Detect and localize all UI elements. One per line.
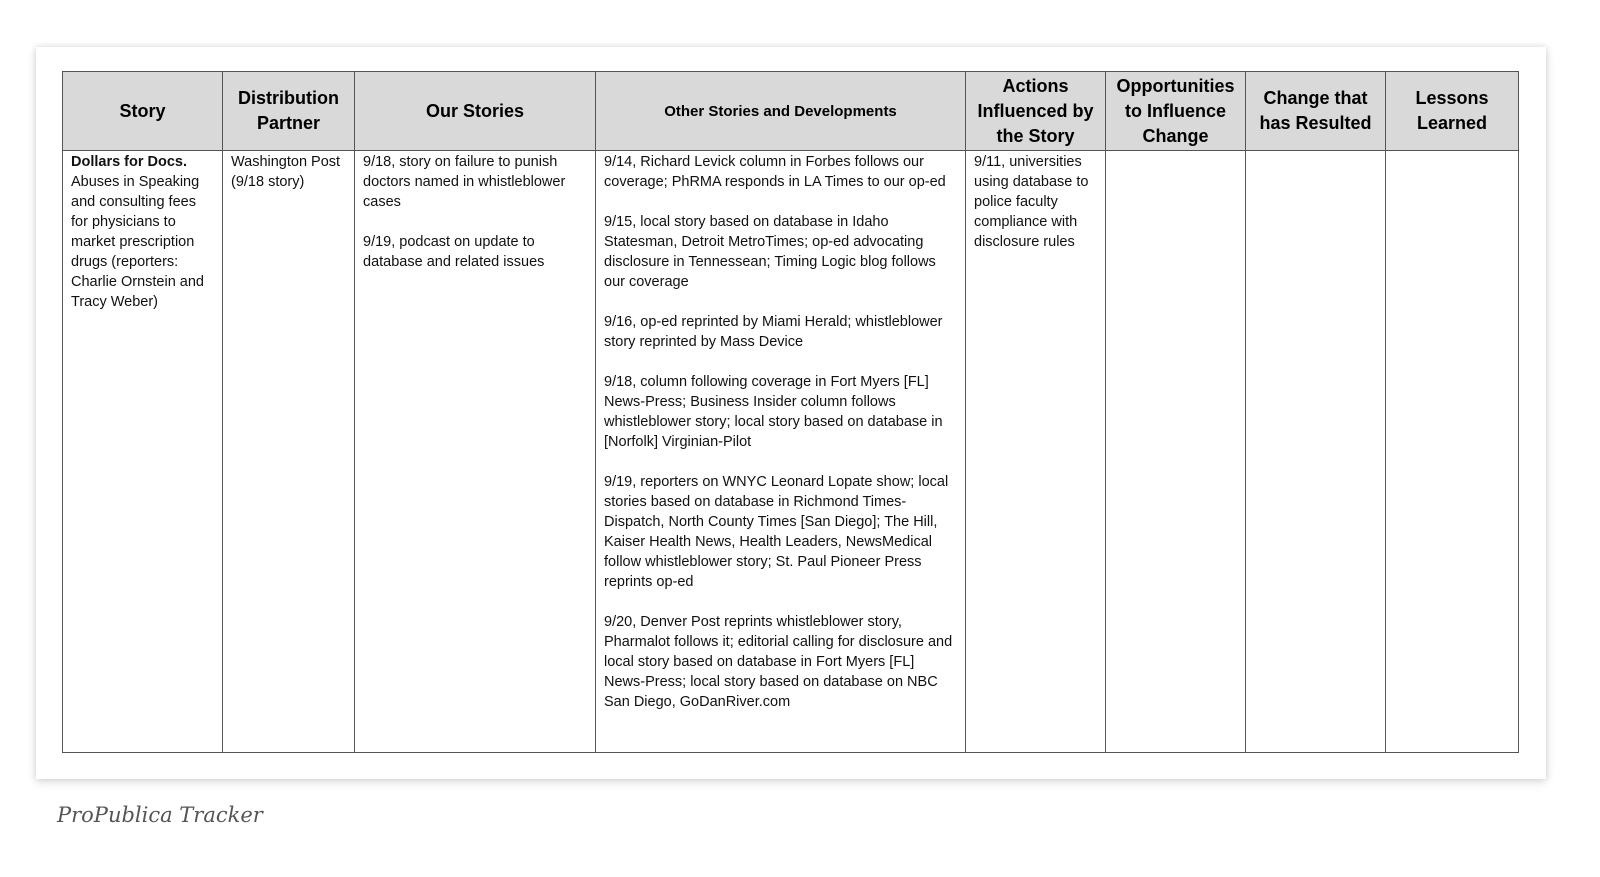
story-description: Abuses in Speaking and consulting fees for physicians to market prescription drugs (reporters: Charlie Ornstein and Tracy Weber)	[71, 174, 204, 310]
header-other-stories: Other Stories and Developments	[596, 72, 966, 151]
other-story-entry: 9/19, reporters on WNYC Leonard Lopate show; local stories based on database in Richmond Times-Dispatch, North County Times [San Diego]; The Hill, Kaiser Health News, Health Leaders, NewsMedical follow whistleblower story; St. Paul Pioneer Press reprints op-ed	[604, 474, 949, 590]
cell-story	[63, 151, 223, 753]
table-row	[63, 151, 1519, 753]
header-actions: Actions Influenced by the Story	[966, 72, 1106, 151]
cell-opportunities	[1106, 151, 1246, 753]
story-title: Dollars for Docs.	[71, 154, 188, 170]
other-story-entry: 9/18, column following coverage in Fort Myers [FL] News-Press; Business Insider column follows whistleblower story; local story based on database in [Norfolk] Virginian-Pilot	[604, 374, 943, 450]
cell-actions: 9/11, universities using database to police faculty compliance with disclosure rules	[966, 151, 1106, 753]
header-opportunities: Opportunities to Influence Change	[1106, 72, 1246, 151]
other-story-entry: 9/14, Richard Levick column in Forbes follows our coverage; PhRMA responds in LA Times to our op-ed	[604, 154, 946, 190]
header-story: Story	[63, 72, 223, 151]
other-story-entry: 9/20, Denver Post reprints whistleblower story, Pharmalot follows it; editorial calling for disclosure and local story based on database in Fort Myers [FL] News-Press; local story based on database on NBC San Diego, GoDanRiver.com	[604, 614, 953, 710]
header-our-stories: Our Stories	[355, 72, 596, 151]
cell-our-stories	[355, 151, 596, 753]
cell-other-stories	[596, 151, 966, 753]
tracker-card	[36, 47, 1546, 779]
figure-caption: ProPublica Tracker	[57, 803, 263, 827]
other-story-entry: 9/15, local story based on database in Idaho Statesman, Detroit MetroTimes; op-ed advocating disclosure in Tennessean; Timing Logic blog follows our coverage	[604, 214, 936, 290]
cell-lessons	[1386, 151, 1519, 753]
header-change: Change that has Resulted	[1246, 72, 1386, 151]
header-distribution-partner: Distribution Partner	[223, 72, 355, 151]
other-story-entry: 9/16, op-ed reprinted by Miami Herald; whistleblower story reprinted by Mass Device	[604, 314, 943, 350]
our-story-entry: 9/19, podcast on update to database and related issues	[363, 234, 545, 270]
header-row	[63, 72, 1519, 151]
cell-distribution-partner: Washington Post (9/18 story)	[223, 151, 355, 753]
our-story-entry: 9/18, story on failure to punish doctors named in whistleblower cases	[363, 154, 566, 210]
tracker-table	[62, 71, 1519, 753]
header-lessons: Lessons Learned	[1386, 72, 1519, 151]
cell-change	[1246, 151, 1386, 753]
